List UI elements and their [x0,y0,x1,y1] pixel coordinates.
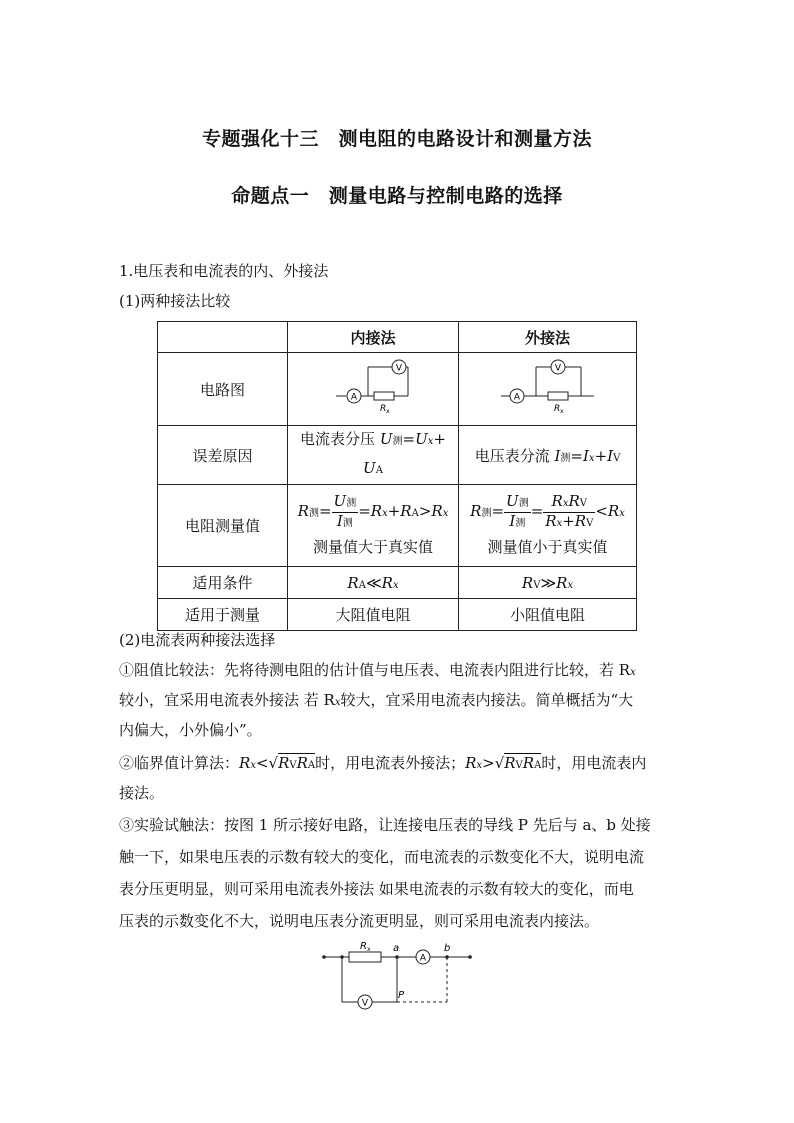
sym: R [239,754,251,772]
sym: R [297,502,309,520]
sub: x [556,517,563,529]
header-outer: 外接法 [459,322,637,353]
sqrt-symbol: √ [268,754,279,772]
outer-condition-cell [459,567,637,599]
error-outer-text: 电压表分流 [474,446,555,465]
sub: A [411,508,419,519]
op: < [595,502,608,520]
sub: x [427,436,434,447]
row-label-circuit: 电路图 [158,353,288,426]
inner-use-cell: 大阻值电阻 [288,599,459,631]
sub: x [588,452,595,464]
table-row [158,353,637,426]
sub-title: 命题点一 测量电路与控制电路的选择 [231,185,563,207]
method1-line3: 内偏大，小外偏小”。 [119,721,262,739]
sub: V [289,760,297,771]
row-label-use: 适用于测量 [158,599,288,631]
sym: R [522,754,535,772]
sym: R [431,502,443,520]
sub: V [613,452,621,464]
comparison-table [157,321,637,631]
fraction [504,493,531,532]
text: 时，用电流表内 [541,754,647,772]
voltmeter-label: V [361,998,369,1009]
outer-circuit-cell [459,353,637,426]
resistor-sub: x [386,408,390,415]
sym: R [504,754,516,772]
table-row [158,426,637,485]
inner-condition-cell [288,567,459,599]
sym: R [400,502,412,520]
op: ≪ [365,573,382,592]
inner-value-cell [288,485,459,567]
method1-line2 [119,685,679,718]
ammeter-label: A [419,953,427,964]
header-inner: 内接法 [288,322,459,353]
sub: x [562,497,569,509]
sub: x [250,760,256,771]
sym: I [509,511,516,530]
ammeter-label: A [513,392,521,403]
sub: x [619,508,625,519]
method3-line4: 压表的示数变化不大，说明电压表分流更明显，则可采用电流表内接法。 [119,912,600,930]
row-label-error: 误差原因 [158,426,288,485]
op: + [387,502,401,520]
outer-error-cell [459,426,637,485]
outer-value-note: 测量值小于真实值 [487,538,608,556]
sub: x [442,508,449,519]
fraction [543,493,595,532]
sub: x [476,760,483,771]
outer-value-cell [459,485,637,567]
table-cell-empty [158,322,288,353]
sub: 测 [342,517,353,529]
sub: 测 [392,436,403,447]
op: = [530,502,544,520]
method1-line1 [119,655,679,688]
sqrt-body [278,753,315,772]
resistor-sub: x [367,946,371,953]
method3-line2: 触一下，如果电压表的示数有较大的变化，而电流表的示数变化不大，说明电流 [119,848,645,866]
text: 时，用电流表外接法； [315,754,466,772]
point-p-label: P [398,990,405,1001]
sub: A [358,579,366,591]
table-row [158,485,637,567]
method2-line1 [119,748,679,781]
row-label-condition: 适用条件 [158,567,288,599]
sym: I [607,446,614,465]
sym: U [415,430,428,448]
sub: 测 [481,508,492,519]
resistor-label: R [360,941,367,952]
sub: 测 [308,508,319,519]
resistor-sub: x [560,408,564,415]
point-a-label: a [393,943,400,954]
sym: R [556,573,568,592]
fraction [332,493,359,532]
table-row [158,322,637,353]
outer-value-formula [459,491,636,534]
inner-circuit-cell [288,353,459,426]
sub: V [533,579,541,591]
sub: x [382,508,388,519]
sub: V [579,497,588,509]
row-label-value: 电阻测量值 [158,485,288,567]
op: + [594,446,608,465]
sym: I [582,446,589,465]
sym: R [568,491,580,510]
sym: R [465,754,477,772]
method3-line1: ③实验试触法：按图 1 所示接好电路，让连接电压表的导线 P 先后与 a、b 处接 [119,816,651,834]
op: + [433,430,446,448]
sym: R [296,754,308,772]
op: = [318,502,332,520]
sym: U [333,491,347,510]
sqrt-symbol: √ [494,754,505,772]
sub: 测 [346,497,357,509]
text: ①阻值比较法：先将待测电阻的估计值与电压表、电流表内阻进行比较，若 R [119,661,631,679]
sub: 测 [518,497,529,509]
ammeter-label: A [350,392,358,403]
sqrt-body [504,753,541,772]
subsection-heading-2: (2)电流表两种接法选择 [119,631,276,649]
sym: U [363,459,376,477]
outer-use-cell: 小阻值电阻 [459,599,637,631]
sub: A [375,465,383,476]
op: = [491,502,505,520]
sym: R [574,511,587,530]
sym: R [470,502,482,520]
sub: 测 [560,452,571,464]
inner-value-note: 测量值大于真实值 [312,538,433,556]
sym: R [545,511,557,530]
resistor-label: R [554,404,561,414]
op: > [418,502,432,520]
op: = [402,430,416,448]
sym: R [347,573,359,592]
sub: A [534,760,542,771]
op: > [482,754,495,772]
inner-circuit-diagram [288,353,458,421]
sym: R [370,502,383,520]
op: = [358,502,371,520]
op: = [570,446,583,465]
error-inner-text: 电流表分压 [300,430,380,448]
inner-value-formula [288,491,458,534]
method3-line3: 表分压更明显，则可采用电流表外接法 如果电流表的示数有较大的变化，而电 [119,880,634,898]
point-b-label: b [444,943,451,954]
text: 较小，宜采用电流表外接法 若 R [119,691,335,709]
sub: x [567,579,574,591]
main-title: 专题强化十三 测电阻的电路设计和测量方法 [201,128,592,150]
resistor-label: R [380,404,387,414]
op: + [562,511,575,530]
section-heading: 1.电压表和电流表的内、外接法 [119,262,329,280]
figure1-circuit [316,938,486,1010]
sub: x [334,697,341,708]
sym: R [278,754,290,772]
op: < [255,754,269,772]
text: ②临界值计算法： [119,754,240,772]
voltmeter-label: V [554,363,562,374]
sym: U [506,491,519,510]
subsection-heading: (1)两种接法比较 [119,292,231,310]
sub: x [392,579,399,591]
sym: I [336,511,343,530]
method2-line2: 接法。 [119,784,165,802]
sym: I [554,446,561,465]
voltmeter-label: V [395,363,403,374]
inner-error-cell [288,426,459,485]
op: ≫ [540,573,557,592]
sym: R [551,491,563,510]
sym: R [381,573,393,592]
outer-circuit-diagram [459,353,636,421]
sub: V [586,517,594,529]
sym: R [607,502,620,520]
sub: A [307,760,316,771]
table-row [158,567,637,599]
sub: V [515,760,523,771]
sym: R [521,573,534,592]
sub: x [630,667,636,678]
sym: U [379,430,393,448]
text: 较大，宜采用电流表内接法。简单概括为“大 [340,691,634,709]
sub: 测 [515,517,526,529]
